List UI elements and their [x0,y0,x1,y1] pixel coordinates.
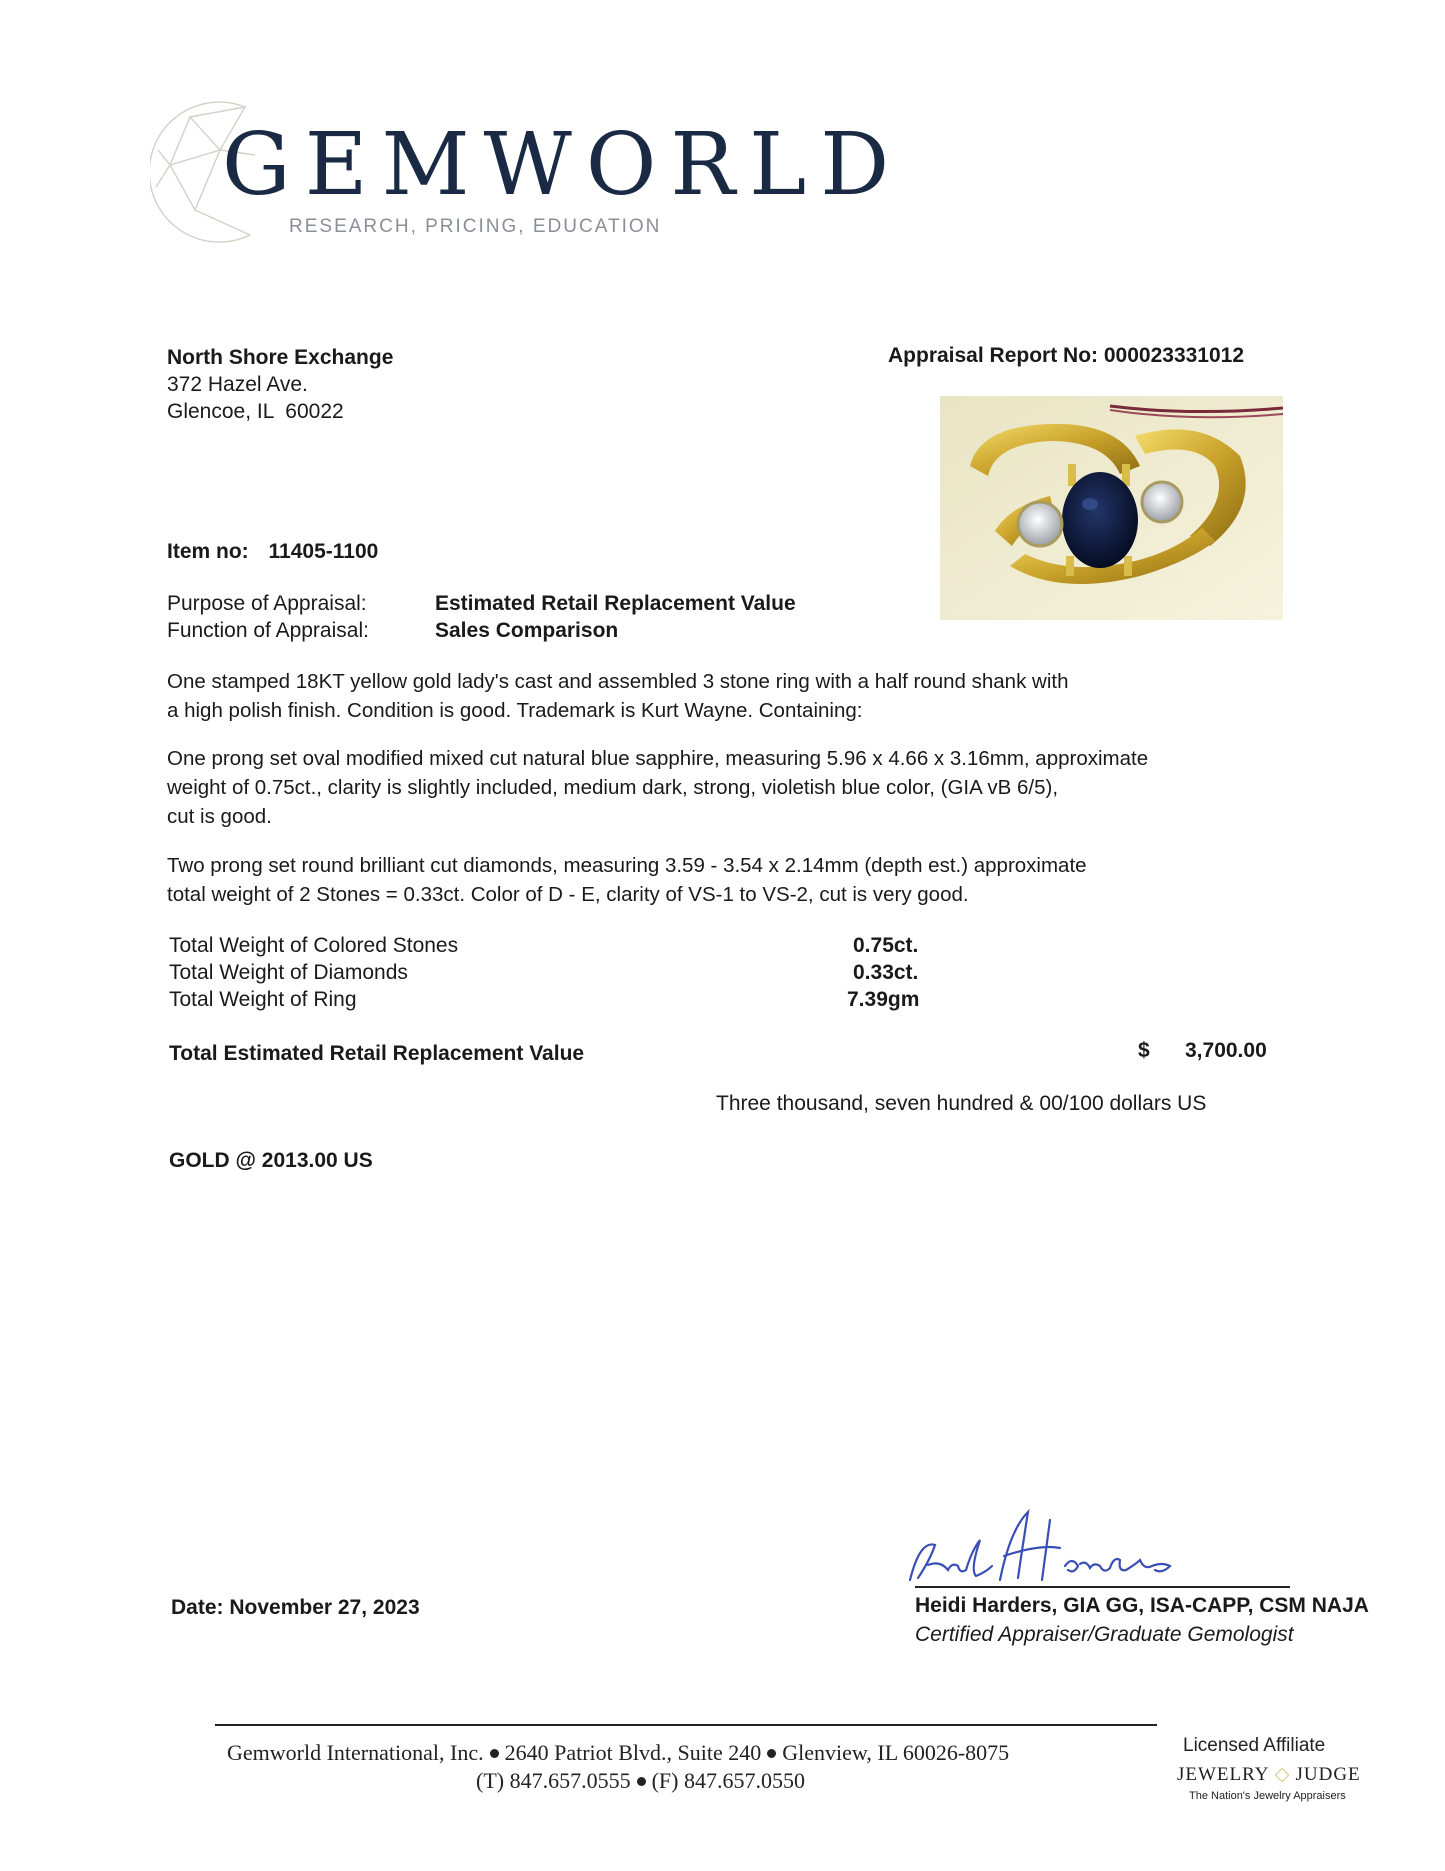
ring-description-line: One stamped 18KT yellow gold lady's cast and assembled 3 stone ring with a half round shank with [167,670,1069,693]
client-name: North Shore Exchange [167,346,394,369]
affiliate-brand-right: JUDGE [1295,1764,1361,1785]
total-value-label: Total Estimated Retail Replacement Value [169,1042,585,1065]
client-address-line1: 372 Hazel Ave. [167,373,308,396]
sapphire-description [167,744,1148,831]
item-number-line [167,538,378,565]
affiliate-brand-left: JEWELRY [1177,1764,1270,1785]
diamond-description-line: Two prong set round brilliant cut diamonds, measuring 3.59 - 3.54 x 2.14mm (depth est.) approximate [167,854,1087,877]
weight-value-diamonds: 0.33ct. [853,961,919,984]
diamond-description-line: total weight of 2 Stones = 0.33ct. Color of D - E, clarity of VS-1 to VS-2, cut is very good. [167,883,969,906]
sapphire-description-line: One prong set oval modified mixed cut natural blue sapphire, measuring 5.96 x 4.66 x 3.16mm, approximate [167,747,1149,770]
appraisal-date: Date: November 27, 2023 [171,1596,420,1619]
footer-divider [215,1724,1157,1726]
purpose-value: Estimated Retail Replacement Value [435,592,796,615]
gold-price: GOLD @ 2013.00 US [169,1149,373,1172]
footer-street: 2640 Patriot Blvd., Suite 240 [504,1740,762,1765]
affiliate-heading: Licensed Affiliate [1183,1735,1326,1756]
footer-company: Gemworld International, Inc. [227,1740,484,1765]
ring-photo [940,396,1283,620]
footer-fax: (F) 847.657.0550 [651,1768,805,1793]
total-currency: $ [1138,1039,1150,1062]
function-value: Sales Comparison [435,619,619,642]
total-amount: 3,700.00 [1185,1039,1267,1062]
affiliate-tagline: The Nation's Jewelry Appraisers [1189,1790,1346,1802]
weight-label-diamonds: Total Weight of Diamonds [169,961,408,984]
item-number-label: Item no: [167,540,249,563]
client-address-line2: Glencoe, IL 60022 [167,400,344,423]
footer-contact [476,1766,805,1796]
purpose-label: Purpose of Appraisal: [167,592,367,615]
bullet-icon [637,1777,646,1786]
gem-icon: ◇ [1274,1764,1291,1785]
footer-city: Glenview, IL 60026-8075 [782,1740,1010,1765]
weight-value-colored: 0.75ct. [853,934,919,957]
item-number: 11405-1100 [268,540,379,563]
report-number-line [888,342,1244,369]
ring-description [167,667,1069,725]
logo-tagline: RESEARCH, PRICING, EDUCATION [289,216,662,237]
weight-label-colored: Total Weight of Colored Stones [169,934,459,957]
appraiser-name: Heidi Harders, GIA GG, ISA-CAPP, CSM NAJA [915,1594,1369,1617]
total-amount-words: Three thousand, seven hundred & 00/100 dollars US [716,1092,1207,1115]
sapphire-description-line: cut is good. [167,805,272,828]
ring-description-line: a high polish finish. Condition is good. Trademark is Kurt Wayne. Containing: [167,699,863,722]
weight-value-ring: 7.39gm [847,988,920,1011]
report-number-label: Appraisal Report No: [888,344,1099,367]
affiliate-logo [1177,1763,1361,1786]
sapphire-description-line: weight of 0.75ct., clarity is slightly included, medium dark, strong, violetish blue color, (GIA vB 6/5), [167,776,1059,799]
logo-wordmark: GEMWORLD [222,115,904,215]
weight-label-ring: Total Weight of Ring [169,988,357,1011]
function-label: Function of Appraisal: [167,619,369,642]
bullet-icon [490,1749,499,1758]
footer-phone: (T) 847.657.0555 [476,1768,631,1793]
diamond-description [167,851,1087,909]
appraiser-title: Certified Appraiser/Graduate Gemologist [915,1623,1294,1646]
bullet-icon [767,1749,776,1758]
signature-line [915,1586,1290,1588]
footer-address [227,1738,1009,1768]
report-number: 000023331012 [1103,344,1245,367]
appraiser-signature [900,1500,1220,1590]
